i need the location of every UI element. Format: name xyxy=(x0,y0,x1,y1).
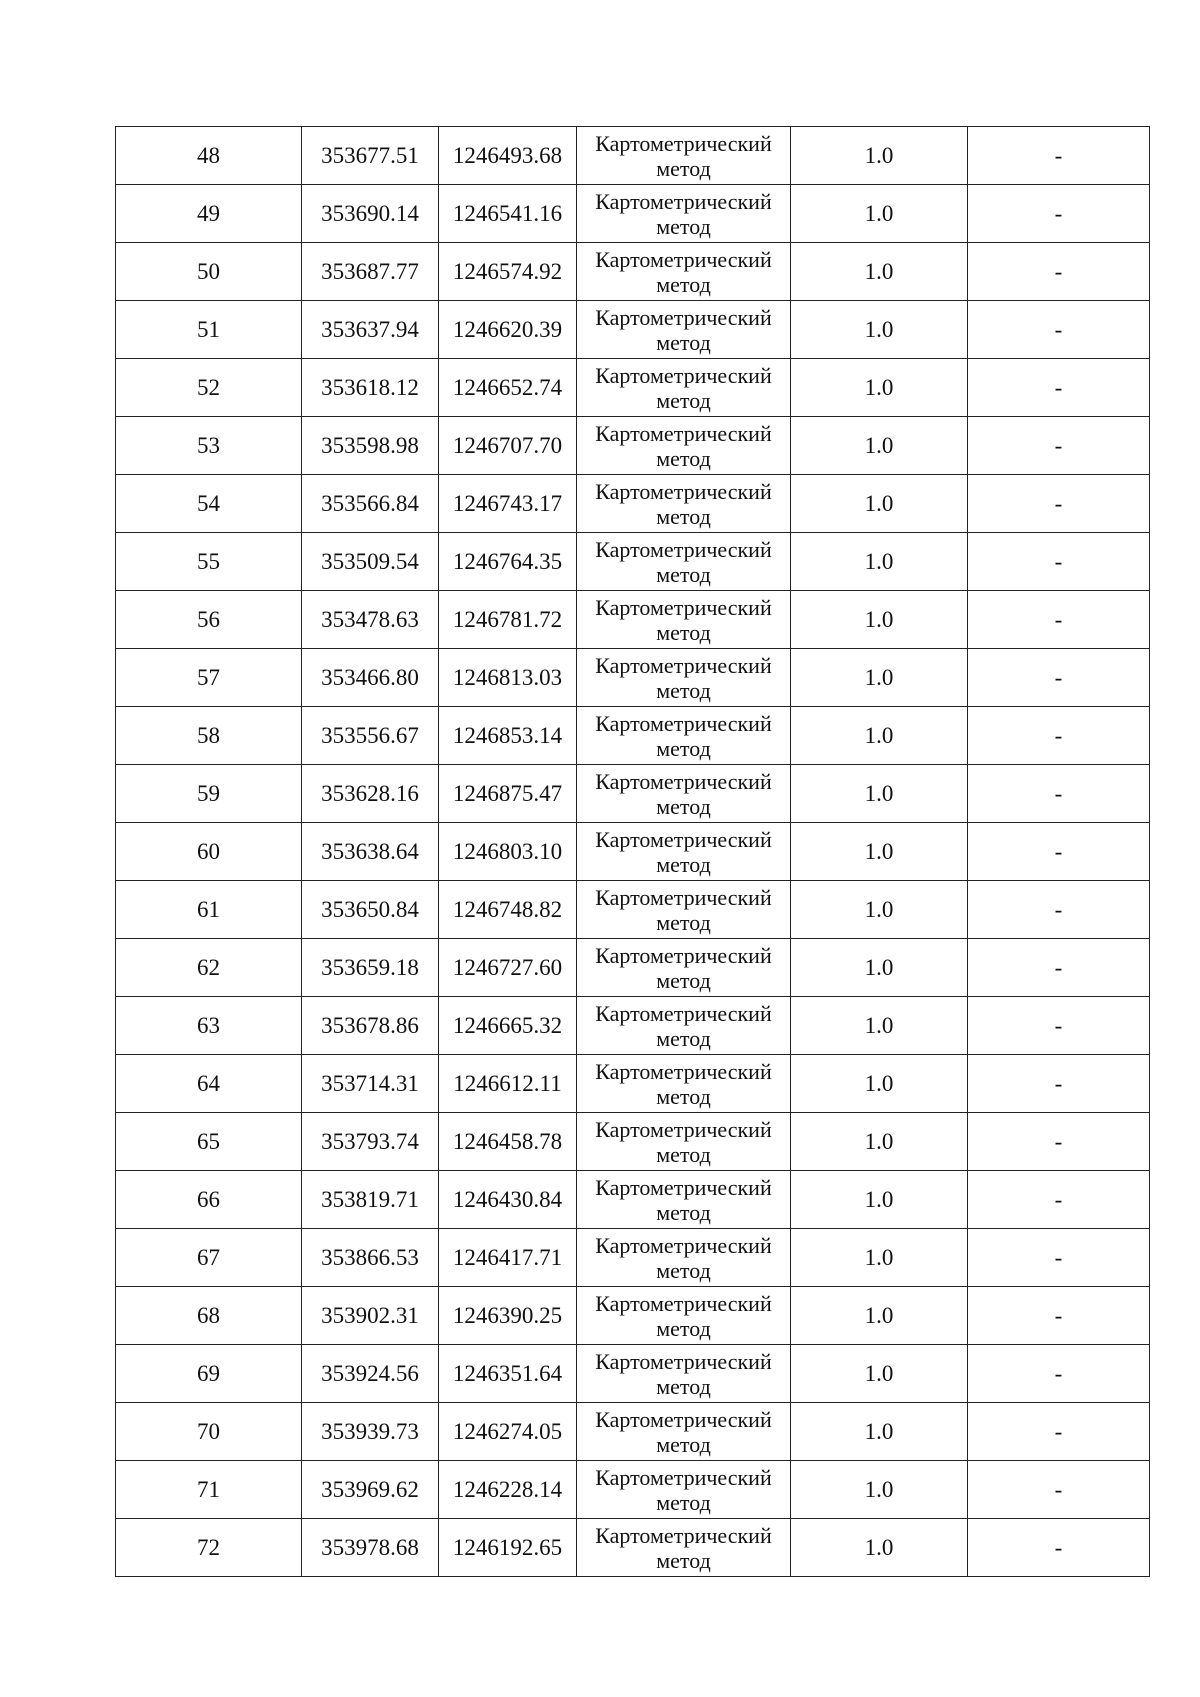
point-number-cell: 64 xyxy=(116,1055,302,1113)
y-coordinate-cell: 1246541.16 xyxy=(439,185,577,243)
table-row xyxy=(116,997,1150,1055)
description-cell: - xyxy=(968,939,1150,997)
table-row xyxy=(116,1345,1150,1403)
method-cell: Картометрический метод xyxy=(577,939,791,997)
x-coordinate-cell: 353687.77 xyxy=(302,243,439,301)
method-cell: Картометрический метод xyxy=(577,301,791,359)
method-cell: Картометрический метод xyxy=(577,1229,791,1287)
table-row xyxy=(116,1287,1150,1345)
x-coordinate-cell: 353793.74 xyxy=(302,1113,439,1171)
accuracy-cell: 1.0 xyxy=(791,301,968,359)
point-number-cell: 52 xyxy=(116,359,302,417)
accuracy-cell: 1.0 xyxy=(791,1287,968,1345)
table-row xyxy=(116,765,1150,823)
y-coordinate-cell: 1246764.35 xyxy=(439,533,577,591)
description-cell: - xyxy=(968,533,1150,591)
y-coordinate-cell: 1246875.47 xyxy=(439,765,577,823)
table-row xyxy=(116,301,1150,359)
table-row xyxy=(116,1171,1150,1229)
point-number-cell: 56 xyxy=(116,591,302,649)
y-coordinate-cell: 1246620.39 xyxy=(439,301,577,359)
y-coordinate-cell: 1246417.71 xyxy=(439,1229,577,1287)
description-cell: - xyxy=(968,359,1150,417)
x-coordinate-cell: 353819.71 xyxy=(302,1171,439,1229)
method-cell: Картометрический метод xyxy=(577,533,791,591)
accuracy-cell: 1.0 xyxy=(791,823,968,881)
description-cell: - xyxy=(968,1287,1150,1345)
table-row xyxy=(116,359,1150,417)
x-coordinate-cell: 353618.12 xyxy=(302,359,439,417)
method-cell: Картометрический метод xyxy=(577,1519,791,1577)
accuracy-cell: 1.0 xyxy=(791,881,968,939)
point-number-cell: 71 xyxy=(116,1461,302,1519)
x-coordinate-cell: 353924.56 xyxy=(302,1345,439,1403)
y-coordinate-cell: 1246853.14 xyxy=(439,707,577,765)
accuracy-cell: 1.0 xyxy=(791,417,968,475)
table-row xyxy=(116,881,1150,939)
x-coordinate-cell: 353637.94 xyxy=(302,301,439,359)
accuracy-cell: 1.0 xyxy=(791,1519,968,1577)
accuracy-cell: 1.0 xyxy=(791,1345,968,1403)
method-cell: Картометрический метод xyxy=(577,591,791,649)
table-row xyxy=(116,243,1150,301)
method-cell: Картометрический метод xyxy=(577,1461,791,1519)
point-number-cell: 66 xyxy=(116,1171,302,1229)
table-row xyxy=(116,1229,1150,1287)
x-coordinate-cell: 353650.84 xyxy=(302,881,439,939)
x-coordinate-cell: 353509.54 xyxy=(302,533,439,591)
accuracy-cell: 1.0 xyxy=(791,1403,968,1461)
y-coordinate-cell: 1246574.92 xyxy=(439,243,577,301)
table-row xyxy=(116,533,1150,591)
point-number-cell: 60 xyxy=(116,823,302,881)
description-cell: - xyxy=(968,127,1150,185)
description-cell: - xyxy=(968,417,1150,475)
accuracy-cell: 1.0 xyxy=(791,533,968,591)
y-coordinate-cell: 1246743.17 xyxy=(439,475,577,533)
point-number-cell: 59 xyxy=(116,765,302,823)
method-cell: Картометрический метод xyxy=(577,417,791,475)
method-cell: Картометрический метод xyxy=(577,243,791,301)
y-coordinate-cell: 1246652.74 xyxy=(439,359,577,417)
method-cell: Картометрический метод xyxy=(577,475,791,533)
accuracy-cell: 1.0 xyxy=(791,939,968,997)
method-cell: Картометрический метод xyxy=(577,359,791,417)
description-cell: - xyxy=(968,765,1150,823)
method-cell: Картометрический метод xyxy=(577,1055,791,1113)
x-coordinate-cell: 353556.67 xyxy=(302,707,439,765)
y-coordinate-cell: 1246707.70 xyxy=(439,417,577,475)
method-cell: Картометрический метод xyxy=(577,823,791,881)
x-coordinate-cell: 353566.84 xyxy=(302,475,439,533)
description-cell: - xyxy=(968,707,1150,765)
y-coordinate-cell: 1246665.32 xyxy=(439,997,577,1055)
accuracy-cell: 1.0 xyxy=(791,707,968,765)
point-number-cell: 58 xyxy=(116,707,302,765)
description-cell: - xyxy=(968,1229,1150,1287)
description-cell: - xyxy=(968,881,1150,939)
point-number-cell: 53 xyxy=(116,417,302,475)
accuracy-cell: 1.0 xyxy=(791,1113,968,1171)
point-number-cell: 61 xyxy=(116,881,302,939)
description-cell: - xyxy=(968,649,1150,707)
x-coordinate-cell: 353866.53 xyxy=(302,1229,439,1287)
point-number-cell: 49 xyxy=(116,185,302,243)
point-number-cell: 54 xyxy=(116,475,302,533)
table-row xyxy=(116,823,1150,881)
method-cell: Картометрический метод xyxy=(577,127,791,185)
method-cell: Картометрический метод xyxy=(577,1345,791,1403)
table-row xyxy=(116,475,1150,533)
table-row xyxy=(116,417,1150,475)
accuracy-cell: 1.0 xyxy=(791,591,968,649)
method-cell: Картометрический метод xyxy=(577,649,791,707)
description-cell: - xyxy=(968,301,1150,359)
point-number-cell: 48 xyxy=(116,127,302,185)
description-cell: - xyxy=(968,1171,1150,1229)
description-cell: - xyxy=(968,1461,1150,1519)
table-row xyxy=(116,591,1150,649)
x-coordinate-cell: 353902.31 xyxy=(302,1287,439,1345)
table-row xyxy=(116,1461,1150,1519)
point-number-cell: 68 xyxy=(116,1287,302,1345)
table-row xyxy=(116,649,1150,707)
accuracy-cell: 1.0 xyxy=(791,359,968,417)
coordinates-table xyxy=(115,126,1150,1577)
coordinates-table-body xyxy=(116,127,1150,1577)
x-coordinate-cell: 353638.64 xyxy=(302,823,439,881)
x-coordinate-cell: 353659.18 xyxy=(302,939,439,997)
y-coordinate-cell: 1246813.03 xyxy=(439,649,577,707)
accuracy-cell: 1.0 xyxy=(791,997,968,1055)
x-coordinate-cell: 353714.31 xyxy=(302,1055,439,1113)
method-cell: Картометрический метод xyxy=(577,1171,791,1229)
point-number-cell: 69 xyxy=(116,1345,302,1403)
y-coordinate-cell: 1246228.14 xyxy=(439,1461,577,1519)
accuracy-cell: 1.0 xyxy=(791,649,968,707)
point-number-cell: 72 xyxy=(116,1519,302,1577)
accuracy-cell: 1.0 xyxy=(791,475,968,533)
table-row xyxy=(116,939,1150,997)
accuracy-cell: 1.0 xyxy=(791,1171,968,1229)
description-cell: - xyxy=(968,1345,1150,1403)
description-cell: - xyxy=(968,591,1150,649)
x-coordinate-cell: 353969.62 xyxy=(302,1461,439,1519)
y-coordinate-cell: 1246493.68 xyxy=(439,127,577,185)
x-coordinate-cell: 353690.14 xyxy=(302,185,439,243)
method-cell: Картометрический метод xyxy=(577,707,791,765)
y-coordinate-cell: 1246274.05 xyxy=(439,1403,577,1461)
accuracy-cell: 1.0 xyxy=(791,185,968,243)
method-cell: Картометрический метод xyxy=(577,185,791,243)
point-number-cell: 63 xyxy=(116,997,302,1055)
accuracy-cell: 1.0 xyxy=(791,1055,968,1113)
point-number-cell: 65 xyxy=(116,1113,302,1171)
point-number-cell: 51 xyxy=(116,301,302,359)
point-number-cell: 55 xyxy=(116,533,302,591)
y-coordinate-cell: 1246781.72 xyxy=(439,591,577,649)
y-coordinate-cell: 1246351.64 xyxy=(439,1345,577,1403)
table-row xyxy=(116,185,1150,243)
point-number-cell: 67 xyxy=(116,1229,302,1287)
method-cell: Картометрический метод xyxy=(577,881,791,939)
point-number-cell: 70 xyxy=(116,1403,302,1461)
x-coordinate-cell: 353466.80 xyxy=(302,649,439,707)
point-number-cell: 50 xyxy=(116,243,302,301)
y-coordinate-cell: 1246803.10 xyxy=(439,823,577,881)
x-coordinate-cell: 353939.73 xyxy=(302,1403,439,1461)
accuracy-cell: 1.0 xyxy=(791,1229,968,1287)
x-coordinate-cell: 353978.68 xyxy=(302,1519,439,1577)
y-coordinate-cell: 1246192.65 xyxy=(439,1519,577,1577)
accuracy-cell: 1.0 xyxy=(791,243,968,301)
method-cell: Картометрический метод xyxy=(577,765,791,823)
table-row xyxy=(116,1055,1150,1113)
table-row xyxy=(116,127,1150,185)
description-cell: - xyxy=(968,475,1150,533)
x-coordinate-cell: 353678.86 xyxy=(302,997,439,1055)
y-coordinate-cell: 1246430.84 xyxy=(439,1171,577,1229)
accuracy-cell: 1.0 xyxy=(791,1461,968,1519)
description-cell: - xyxy=(968,1403,1150,1461)
description-cell: - xyxy=(968,243,1150,301)
y-coordinate-cell: 1246612.11 xyxy=(439,1055,577,1113)
x-coordinate-cell: 353677.51 xyxy=(302,127,439,185)
method-cell: Картометрический метод xyxy=(577,1287,791,1345)
description-cell: - xyxy=(968,823,1150,881)
description-cell: - xyxy=(968,997,1150,1055)
accuracy-cell: 1.0 xyxy=(791,127,968,185)
description-cell: - xyxy=(968,1113,1150,1171)
x-coordinate-cell: 353628.16 xyxy=(302,765,439,823)
x-coordinate-cell: 353478.63 xyxy=(302,591,439,649)
table-row xyxy=(116,1403,1150,1461)
point-number-cell: 57 xyxy=(116,649,302,707)
description-cell: - xyxy=(968,1055,1150,1113)
y-coordinate-cell: 1246748.82 xyxy=(439,881,577,939)
method-cell: Картометрический метод xyxy=(577,997,791,1055)
method-cell: Картометрический метод xyxy=(577,1403,791,1461)
table-row xyxy=(116,1113,1150,1171)
x-coordinate-cell: 353598.98 xyxy=(302,417,439,475)
table-row xyxy=(116,1519,1150,1577)
description-cell: - xyxy=(968,1519,1150,1577)
description-cell: - xyxy=(968,185,1150,243)
method-cell: Картометрический метод xyxy=(577,1113,791,1171)
y-coordinate-cell: 1246390.25 xyxy=(439,1287,577,1345)
y-coordinate-cell: 1246458.78 xyxy=(439,1113,577,1171)
point-number-cell: 62 xyxy=(116,939,302,997)
y-coordinate-cell: 1246727.60 xyxy=(439,939,577,997)
accuracy-cell: 1.0 xyxy=(791,765,968,823)
table-row xyxy=(116,707,1150,765)
